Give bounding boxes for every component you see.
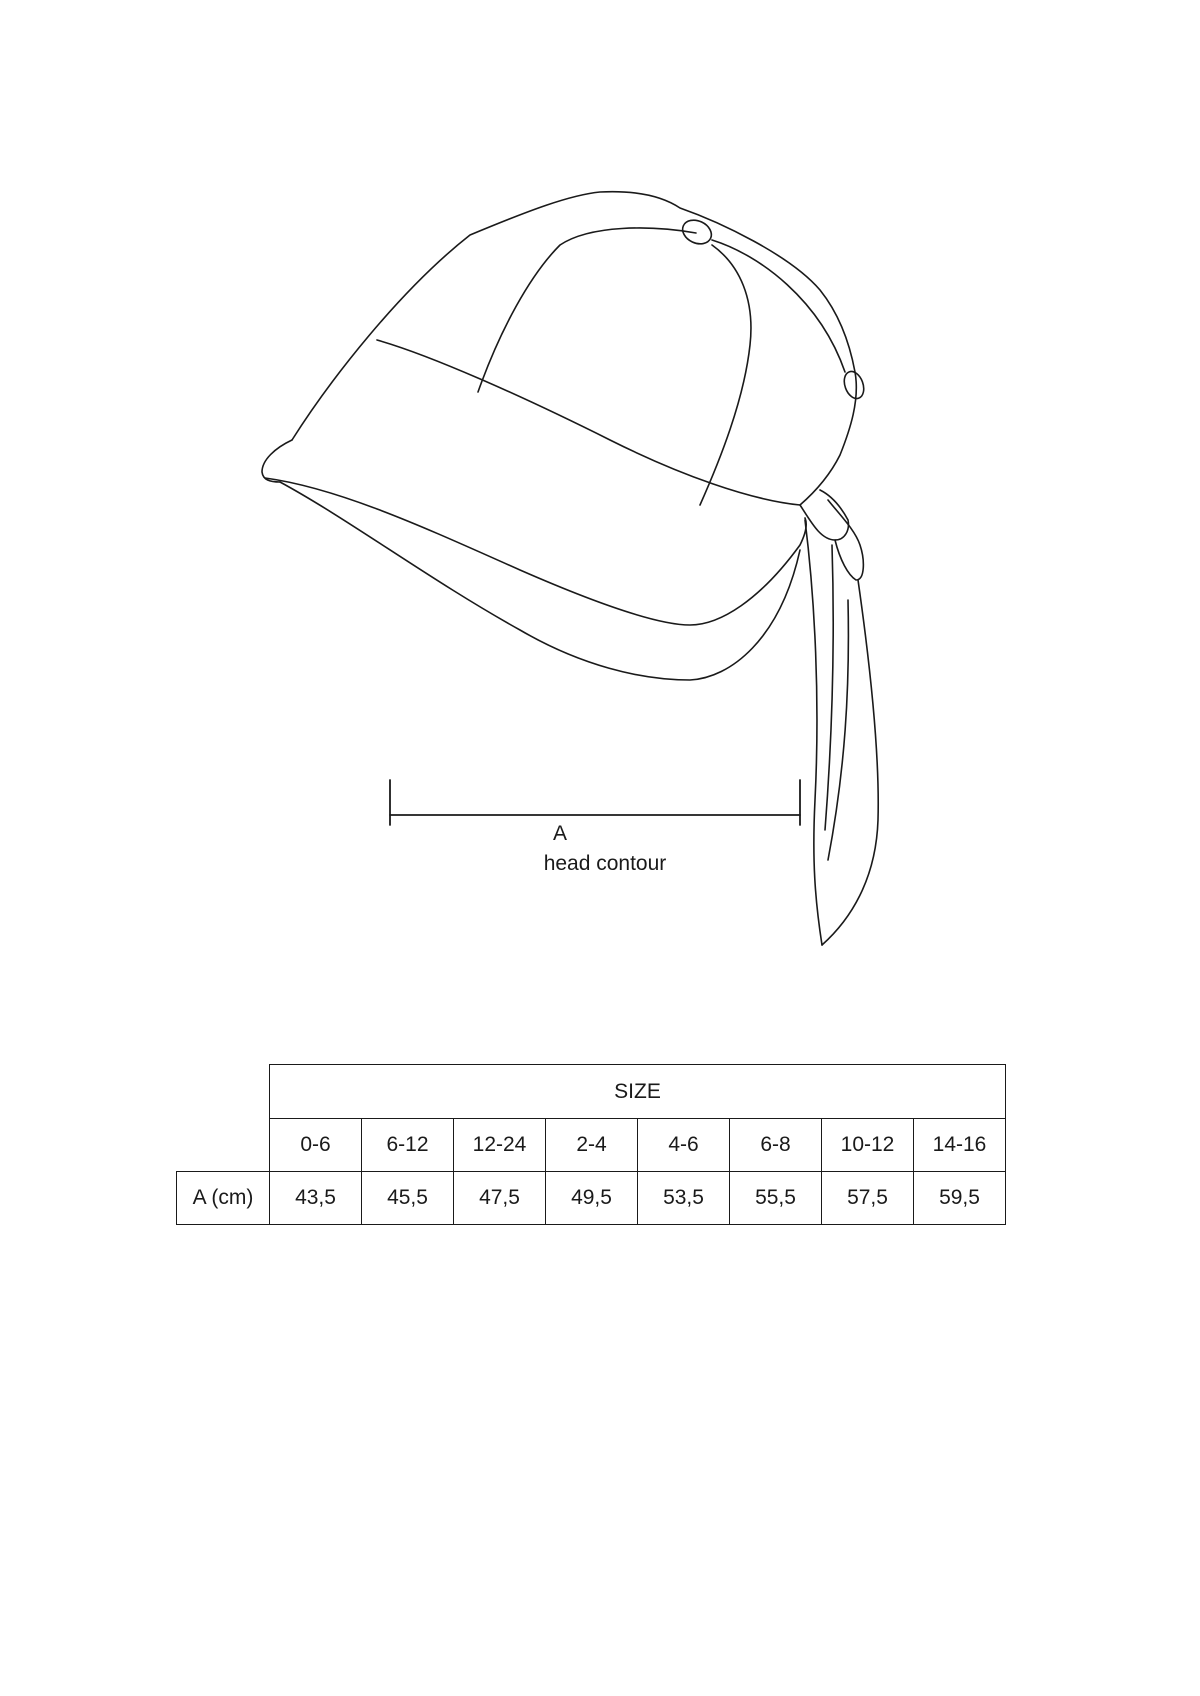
size-labels-row [177,1119,1006,1172]
size-label: 12-24 [454,1119,546,1172]
measurement-value: 59,5 [914,1172,1006,1225]
band-bottom-edge [265,478,806,625]
size-chart-table [176,1064,1006,1225]
size-label: 2-4 [546,1119,638,1172]
size-label: 0-6 [270,1119,362,1172]
measurement-value: 47,5 [454,1172,546,1225]
table-corner [177,1065,270,1119]
measurement-value: 43,5 [270,1172,362,1225]
visor-bottom [280,482,800,680]
measurement-value: 55,5 [730,1172,822,1225]
table-corner-lower [177,1119,270,1172]
measurement-value: 45,5 [362,1172,454,1225]
size-label: 10-12 [822,1119,914,1172]
crown-seam-side [700,245,751,505]
measurement-value: 57,5 [822,1172,914,1225]
strap-tail-right [822,580,878,945]
strap-tail-left [805,520,822,945]
size-header-row [177,1065,1006,1119]
strap-tail-left-inner [825,545,833,830]
size-label: 6-8 [730,1119,822,1172]
dimension-letter: A [552,822,567,845]
row-label: A (cm) [177,1172,270,1225]
measurement-row [177,1172,1006,1225]
size-label: 4-6 [638,1119,730,1172]
band-top-edge [377,340,800,505]
measurement-value: 53,5 [638,1172,730,1225]
crown-seam-back [712,240,845,372]
crown-outline [292,192,856,505]
crown-seam-front [478,228,696,392]
measurement-value: 49,5 [546,1172,638,1225]
size-header: SIZE [270,1065,1006,1119]
dimension-caption: head contour [543,852,667,875]
size-label: 6-12 [362,1119,454,1172]
dimension-line [390,780,800,825]
top-button [679,216,715,249]
visor-curl [262,440,292,482]
side-button [841,369,867,401]
size-label: 14-16 [914,1119,1006,1172]
